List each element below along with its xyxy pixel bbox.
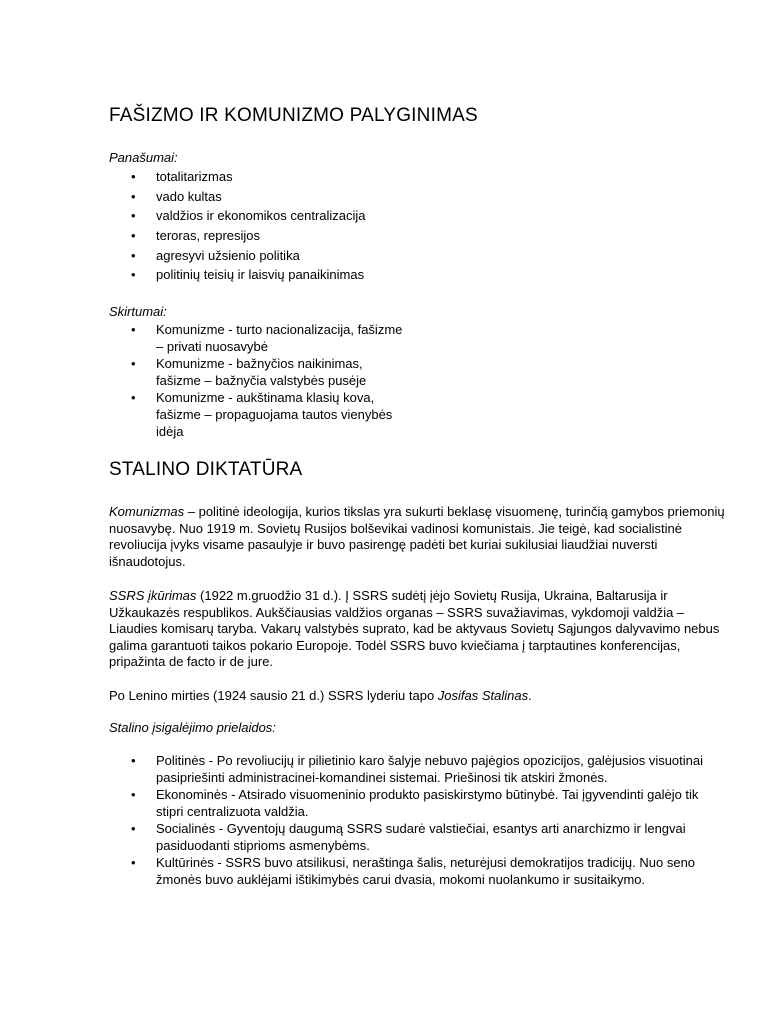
similarities-list [109,168,366,286]
list-item: • Komunizme - aukštinama klasių kova, fašizme – propaguojama tautos vienybės idėja [131,390,393,439]
list-item: • vado kultas [131,188,222,204]
section-title-fascism-communism: FAŠIZMO IR KOMUNIZMO PALYGINIMAS [109,105,478,126]
bullet-icon: • [131,208,136,224]
bullet-icon: • [131,169,136,184]
bullet-icon: • [131,267,136,283]
list-item: • politinių teisių ir laisvių panaikinimas [131,267,365,283]
bullet-icon: • [131,188,136,204]
list-item: • Socialinės - Gyventojų daugumą SSRS sudarė valstiečiai, esantys arti anarchizmo ir lengvai pasiduodanti stiprioms asmenybėms. [131,821,686,853]
bullet-icon: • [131,390,136,405]
bullet-icon: • [131,855,136,870]
bullet-icon: • [131,356,136,371]
bullet-icon: • [131,247,136,263]
paragraph-communism: Komunizmas – politinė ideologija, kurios tikslas yra sukurti beklasę visuomenę, turinčią gamybos priemonių nuosavybę. Nuo 1919 m. Sovietų Rusijos bolševikai vadinosi komunistais. Jie teigė, kad socialistinė revoliucija įvyks visame pasaulyje ir buvo pasirengę padėti bet kuriai sukilusiai liaudžiai nuversti išnaudotojus. [109,504,725,569]
term-ussr-founding: SSRS įkūrimas [109,588,197,603]
bullet-icon: • [131,787,136,802]
paragraph-stalin-leader: Po Lenino mirties (1924 sausio 21 d.) SSRS lyderiu tapo Josifas Stalinas. [109,688,532,703]
similarities-label: Panašumai: [109,150,178,165]
differences-list [109,321,409,440]
list-item: • totalitarizmas [131,169,233,184]
list-item: • Kultūrinės - SSRS buvo atsilikusi, neraštinga šalis, neturėjusi demokratijos tradicijų. Nuo seno žmonės buvo auklėjami ištikimybės carui dvasia, mokomi nuolankumo ir susitaikymo. [131,855,696,887]
name-stalin: Josifas Stalinas [437,688,529,703]
prerequisites-label: Stalino įsigalėjimo prielaidos: [109,720,276,735]
list-item: • valdžios ir ekonomikos centralizacija [131,208,366,224]
bullet-icon: • [131,753,136,768]
paragraph-ussr-founding: SSRS įkūrimas (1922 m.gruodžio 31 d.). Į SSRS sudėtį įėjo Sovietų Rusija, Ukraina, Baltarusija ir Užkaukazės respublikos. Aukščiausias valdžios organas – SSRS suvažiavimas, vykdomoji valdžia – Liaudies komisarų taryba. Vakarų valstybės suprato, kad be aktyvaus Sovietų Sąjungos dalyvavimo nebus galima garantuoti taikos pokario Europoje. Todėl SSRS buvo kviečiama į tarptautines konferencijas, pripažinta de facto ir de jure. [109,588,720,670]
list-item: • Komunizme - bažnyčios naikinimas, fašizme – bažnyčia valstybės pusėje [131,356,367,388]
bullet-icon: • [131,322,136,337]
section-title-stalin-dictatorship: STALINO DIKTATŪRA [109,459,303,480]
bullet-icon: • [131,821,136,836]
bullet-icon: • [131,228,136,244]
differences-label: Skirtumai: [109,304,167,319]
list-item: • teroras, represijos [131,228,261,244]
list-item: • agresyvi užsienio politika [131,247,300,263]
list-item: • Ekonominės - Atsirado visuomeninio produkto pasiskirstymo būtinybė. Tai įgyvendinti galėjo tik stipri centralizuota valdžia. [131,787,699,819]
prerequisites-list [109,752,729,888]
term-communism: Komunizmas [109,504,185,519]
list-item: • Politinės - Po revoliucijų ir pilietinio karo šalyje nebuvo pajėgios opozicijos, galėjusios visuotinai pasipriešinti administracinei-komandinei sistemai. Priešinosi tik atskiri žmonės. [131,753,704,785]
list-item: • Komunizme - turto nacionalizacija, fašizme – privati nuosavybė [131,322,403,354]
